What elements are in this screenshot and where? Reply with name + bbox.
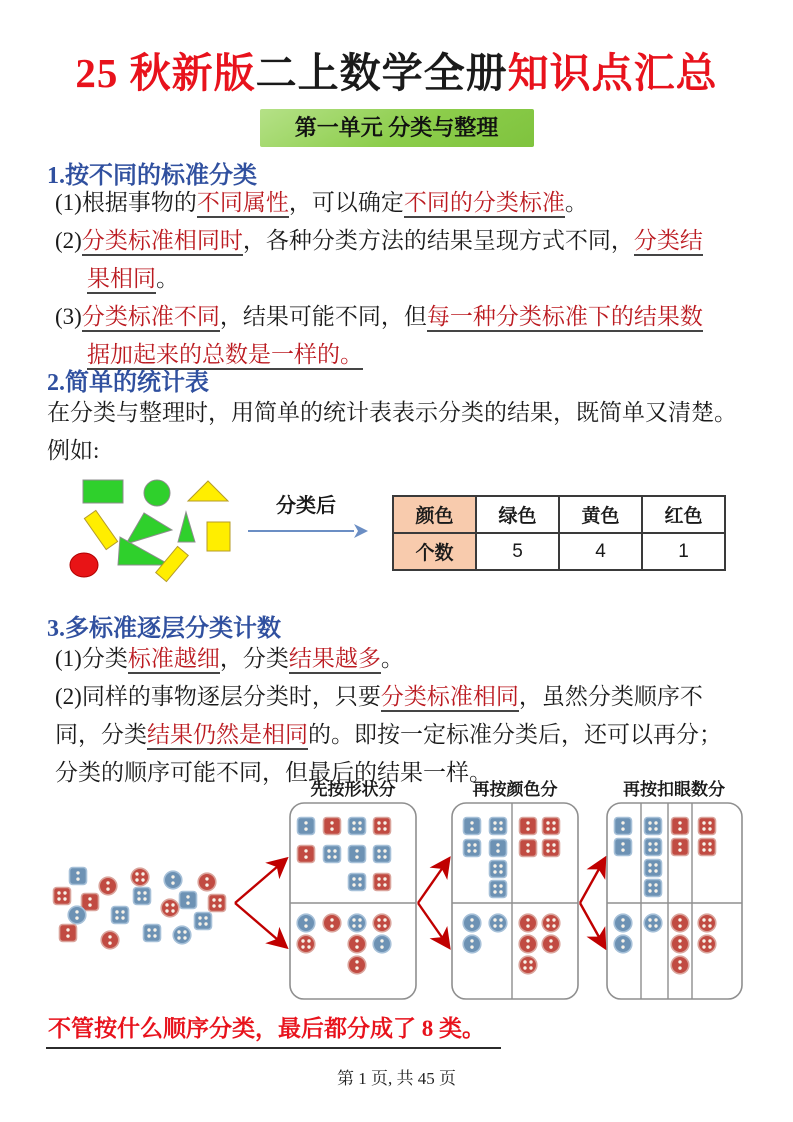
text-segment: (2) bbox=[55, 228, 82, 253]
button-round-blue-2hole-icon bbox=[614, 914, 632, 932]
branch-arrow bbox=[418, 903, 448, 946]
classification-example bbox=[60, 468, 760, 598]
text-segment: ，虽然分类顺序不 bbox=[518, 684, 703, 709]
shape-yellow-rect bbox=[207, 522, 230, 551]
text-line bbox=[47, 678, 757, 716]
button-square-red-2hole-icon bbox=[520, 818, 537, 835]
branch-arrow bbox=[235, 903, 285, 946]
highlighted-text: 不同的分类标准 bbox=[404, 190, 565, 218]
button-square-red-2hole-icon bbox=[324, 818, 341, 835]
section-heading-2: 2.简单的统计表 bbox=[47, 370, 209, 396]
button-square-blue-4hole-icon bbox=[374, 846, 391, 863]
table-cell-yellow-count: 4 bbox=[559, 533, 642, 570]
section-2-body bbox=[47, 394, 757, 470]
table-cell-green-count: 5 bbox=[476, 533, 559, 570]
button-round-blue-2hole-icon bbox=[373, 935, 391, 953]
branch-arrow bbox=[580, 903, 604, 946]
button-round-blue-2hole-icon bbox=[164, 871, 182, 889]
table-cell-green: 绿色 bbox=[476, 496, 559, 533]
highlighted-text: 分类标准相同时 bbox=[82, 228, 243, 256]
button-round-red-2hole-icon bbox=[348, 956, 366, 974]
button-square-blue-2hole-icon bbox=[615, 839, 632, 856]
button-square-red-4hole-icon bbox=[543, 840, 560, 857]
layered-sorting-diagram bbox=[40, 778, 756, 1010]
text-segment: ，各种分类方法的结果呈现方式不同， bbox=[242, 228, 634, 253]
button-square-red-2hole-icon bbox=[60, 925, 77, 942]
button-square-red-4hole-icon bbox=[543, 818, 560, 835]
table-cell-count-label: 个数 bbox=[393, 533, 476, 570]
button-square-red-4hole-icon bbox=[699, 818, 716, 835]
button-round-red-4hole-icon bbox=[373, 914, 391, 932]
button-square-blue-4hole-icon bbox=[112, 907, 129, 924]
button-round-blue-4hole-icon bbox=[644, 914, 662, 932]
button-round-red-4hole-icon bbox=[297, 935, 315, 953]
text-line bbox=[47, 184, 757, 222]
shape-yellow-rect bbox=[84, 510, 117, 549]
button-round-red-4hole-icon bbox=[698, 935, 716, 953]
button-round-red-4hole-icon bbox=[698, 914, 716, 932]
button-round-red-2hole-icon bbox=[671, 956, 689, 974]
highlighted-text: 果相同 bbox=[87, 266, 156, 294]
branch-arrow bbox=[418, 860, 448, 903]
button-square-blue-4hole-icon bbox=[349, 818, 366, 835]
button-round-blue-2hole-icon bbox=[463, 914, 481, 932]
text-line bbox=[47, 640, 757, 678]
button-round-blue-4hole-icon bbox=[173, 926, 191, 944]
text-segment: 。 bbox=[156, 266, 179, 291]
button-round-red-2hole-icon bbox=[99, 877, 117, 895]
button-round-red-2hole-icon bbox=[348, 935, 366, 953]
button-square-blue-4hole-icon bbox=[490, 818, 507, 835]
conclusion-text: 不管按什么顺序分类，最后都分成了 8 类。 bbox=[46, 1010, 501, 1049]
branch-arrow bbox=[580, 860, 604, 903]
page-title-part1: 25 秋新版 bbox=[75, 50, 256, 96]
highlighted-text: 分类标准相同 bbox=[381, 684, 519, 712]
button-square-red-4hole-icon bbox=[209, 895, 226, 912]
branch-arrow bbox=[235, 860, 285, 903]
button-round-red-2hole-icon bbox=[198, 873, 216, 891]
color-count-table bbox=[392, 495, 726, 571]
highlighted-text: 据加起来的总数是一样的。 bbox=[87, 342, 363, 370]
button-square-blue-4hole-icon bbox=[645, 839, 662, 856]
unit-badge: 第一单元 分类与整理 bbox=[260, 109, 534, 147]
diagram-step-label: 先按形状分 bbox=[310, 780, 396, 799]
text-line bbox=[47, 222, 757, 260]
text-segment: 分类的顺序可能不同，但最后的结果一样。 bbox=[55, 760, 492, 785]
button-round-red-2hole-icon bbox=[519, 935, 537, 953]
text-line bbox=[47, 260, 757, 298]
table-cell-color-label: 颜色 bbox=[393, 496, 476, 533]
shape-red-ellipse bbox=[70, 553, 98, 577]
button-square-blue-4hole-icon bbox=[645, 818, 662, 835]
highlighted-text: 每一种分类标准下的结果数 bbox=[427, 304, 703, 332]
text-segment: (2)同样的事物逐层分类时，只要 bbox=[55, 684, 381, 709]
text-line bbox=[47, 432, 757, 470]
button-round-blue-2hole-icon bbox=[297, 914, 315, 932]
button-round-red-2hole-icon bbox=[519, 914, 537, 932]
text-segment: 在分类与整理时，用简单的统计表表示分类的结果，既简单又清楚。 bbox=[47, 400, 737, 425]
button-round-red-2hole-icon bbox=[671, 935, 689, 953]
button-round-blue-2hole-icon bbox=[68, 906, 86, 924]
section-heading-1: 1.按不同的标准分类 bbox=[47, 163, 257, 189]
button-square-red-2hole-icon bbox=[672, 839, 689, 856]
button-square-red-2hole-icon bbox=[672, 818, 689, 835]
text-segment: 例如: bbox=[47, 438, 100, 463]
button-square-blue-4hole-icon bbox=[490, 881, 507, 898]
button-square-red-4hole-icon bbox=[374, 874, 391, 891]
section-1-body bbox=[47, 184, 757, 374]
arrow-head-icon bbox=[354, 524, 368, 538]
shape-green-rect bbox=[83, 480, 123, 503]
button-round-red-4hole-icon bbox=[161, 899, 179, 917]
text-segment: 。 bbox=[380, 646, 404, 671]
button-square-blue-2hole-icon bbox=[180, 892, 197, 909]
button-round-blue-4hole-icon bbox=[489, 914, 507, 932]
button-round-red-2hole-icon bbox=[323, 914, 341, 932]
button-round-red-2hole-icon bbox=[101, 931, 119, 949]
shape-green-tri bbox=[118, 537, 170, 565]
page-title bbox=[0, 40, 793, 99]
table-cell-yellow: 黄色 bbox=[559, 496, 642, 533]
page-title-part2: 二上数学全册 bbox=[255, 50, 508, 96]
button-square-blue-4hole-icon bbox=[144, 925, 161, 942]
table-row bbox=[393, 496, 725, 533]
highlighted-text: 结果仍然是相同 bbox=[147, 722, 308, 750]
text-segment: (3) bbox=[55, 304, 82, 329]
diagram-step-label: 再按颜色分 bbox=[472, 780, 558, 799]
shape-green-tri bbox=[126, 513, 172, 544]
button-square-blue-4hole-icon bbox=[349, 874, 366, 891]
button-square-red-2hole-icon bbox=[82, 894, 99, 911]
button-round-blue-2hole-icon bbox=[614, 935, 632, 953]
text-segment: ，分类 bbox=[219, 646, 289, 671]
table-cell-red: 红色 bbox=[642, 496, 725, 533]
button-round-red-4hole-icon bbox=[542, 914, 560, 932]
button-round-blue-4hole-icon bbox=[348, 914, 366, 932]
button-square-red-4hole-icon bbox=[374, 818, 391, 835]
diagram-step-label: 再按扣眼数分 bbox=[623, 780, 725, 799]
page-title-part3: 知识点汇总 bbox=[507, 50, 718, 96]
button-square-blue-2hole-icon bbox=[615, 818, 632, 835]
button-round-red-2hole-icon bbox=[542, 935, 560, 953]
text-segment: 同，分类 bbox=[55, 722, 147, 747]
button-square-blue-4hole-icon bbox=[645, 860, 662, 877]
sorted-arrow-label: 分类后 bbox=[276, 495, 336, 517]
text-segment: (1)分类 bbox=[55, 646, 128, 671]
shape-yellow-tri bbox=[188, 481, 228, 501]
button-square-blue-4hole-icon bbox=[324, 846, 341, 863]
shapes-cluster-illustration bbox=[60, 468, 245, 593]
button-square-blue-4hole-icon bbox=[195, 913, 212, 930]
page-footer: 第 1 页, 共 45 页 bbox=[337, 1069, 456, 1088]
table-row bbox=[393, 533, 725, 570]
button-square-blue-2hole-icon bbox=[349, 846, 366, 863]
sorting-diagram-svg bbox=[40, 778, 756, 1010]
button-square-blue-2hole-icon bbox=[70, 868, 87, 885]
button-square-blue-2hole-icon bbox=[464, 818, 481, 835]
button-round-red-4hole-icon bbox=[131, 868, 149, 886]
highlighted-text: 不同属性 bbox=[197, 190, 289, 218]
button-square-red-4hole-icon bbox=[699, 839, 716, 856]
highlighted-text: 分类标准不同 bbox=[82, 304, 220, 332]
button-round-red-2hole-icon bbox=[671, 914, 689, 932]
table-cell-red-count: 1 bbox=[642, 533, 725, 570]
button-square-blue-4hole-icon bbox=[134, 888, 151, 905]
highlighted-text: 分类结 bbox=[634, 228, 703, 256]
button-square-red-4hole-icon bbox=[54, 888, 71, 905]
button-square-red-2hole-icon bbox=[520, 840, 537, 857]
button-square-blue-4hole-icon bbox=[464, 840, 481, 857]
text-segment: (1)根据事物的 bbox=[55, 190, 197, 215]
shape-green-tri bbox=[178, 512, 195, 542]
button-square-blue-4hole-icon bbox=[490, 861, 507, 878]
text-line bbox=[47, 716, 757, 754]
text-segment: 。 bbox=[564, 190, 588, 215]
text-segment: 的。即按一定标准分类后，还可以再分； bbox=[308, 722, 722, 747]
text-segment: ，可以确定 bbox=[288, 190, 404, 215]
shape-green-circle bbox=[144, 480, 170, 506]
section-heading-3: 3.多标准逐层分类计数 bbox=[47, 616, 281, 642]
sorted-arrow bbox=[240, 492, 375, 542]
text-line bbox=[47, 394, 757, 432]
text-line bbox=[47, 298, 757, 336]
button-square-blue-2hole-icon bbox=[298, 818, 315, 835]
button-round-blue-2hole-icon bbox=[463, 935, 481, 953]
section-3-body bbox=[47, 640, 757, 792]
button-square-blue-2hole-icon bbox=[490, 840, 507, 857]
button-round-red-4hole-icon bbox=[519, 956, 537, 974]
text-segment: ，结果可能不同，但 bbox=[219, 304, 427, 329]
button-square-red-2hole-icon bbox=[298, 846, 315, 863]
highlighted-text: 结果越多 bbox=[289, 646, 381, 674]
button-square-blue-4hole-icon bbox=[645, 880, 662, 897]
highlighted-text: 标准越细 bbox=[128, 646, 220, 674]
